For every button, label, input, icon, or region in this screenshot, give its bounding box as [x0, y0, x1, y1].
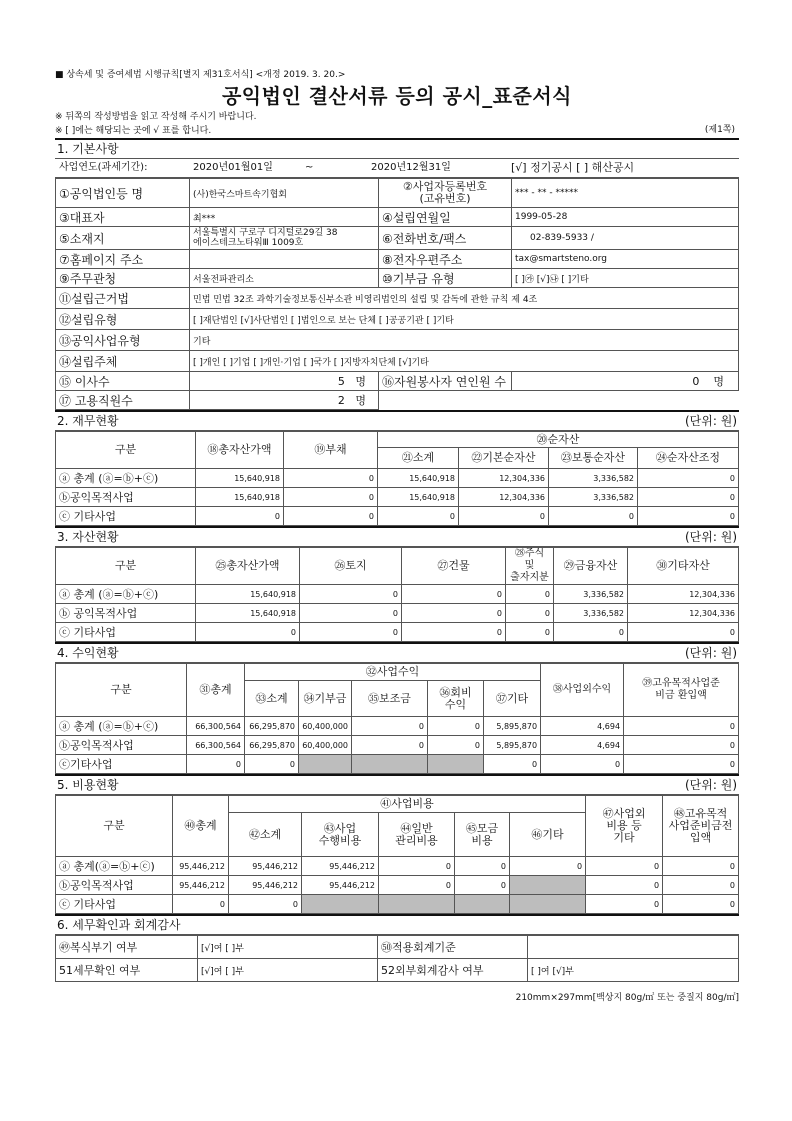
row-label: ⓑ 공익목적사업 [56, 604, 196, 623]
cell-value: 0 [379, 876, 455, 895]
cell-value: 95,446,212 [302, 857, 379, 876]
establish-date-label: ④설립연월일 [379, 208, 512, 227]
expense-col-total: ㊵총계 [173, 796, 229, 857]
phone-fax-label: ⑥전화번호/팩스 [379, 227, 512, 250]
assets-col-gubun: 구분 [56, 548, 196, 585]
biz-reg-no-label: ②사업자등록번호 (고유번호) [379, 179, 512, 208]
table-row [56, 755, 739, 774]
revenue-col-subsidy: ㉟보조금 [352, 681, 428, 717]
expense-col-reserve: ㊽고유목적 사업준비금전 입액 [663, 796, 739, 857]
disclosure-type: [√] 정기공시 [ ] 해산공시 [511, 161, 635, 174]
cell-value: 15,640,918 [378, 488, 459, 507]
assets-col-stocks: ㉘주식 및 출자지분 [506, 548, 554, 585]
cell-value: 0 [455, 857, 510, 876]
tax-confirm-label: 51세무확인 여부 [56, 959, 198, 982]
cell-value: 95,446,212 [229, 876, 302, 895]
cell-value: 0 [459, 507, 549, 526]
section-assets-title: 3. 자산현황 (단위: 원) [55, 526, 739, 547]
cell-value: 4,694 [541, 736, 624, 755]
expense-table [55, 795, 739, 914]
staff-label: ⑰ 고용직원수 [56, 391, 190, 410]
cell-value: 0 [484, 755, 541, 774]
cell-value: 15,640,918 [196, 585, 300, 604]
expense-col-gubun: 구분 [56, 796, 173, 857]
double-entry-value: [√]여 [ ]부 [198, 936, 378, 959]
cell-value: 95,446,212 [229, 857, 302, 876]
cell-value: 66,300,564 [187, 717, 245, 736]
cell-value: 95,446,212 [302, 876, 379, 895]
row-label: ⓒ 기타사업 [56, 507, 196, 526]
blank-cell [379, 391, 739, 410]
finance-col-basic: ㉒기본순자산 [459, 448, 549, 469]
directors-label: ⑮ 이사수 [56, 372, 190, 391]
cell-value: 0 [428, 717, 484, 736]
shaded-cell [455, 895, 510, 914]
period-start: 2020년01월01일 [193, 162, 273, 173]
regulation-note: ■ 상속세 및 증여세법 시행규칙[별지 제31호서식] <개정 2019. 3. 20.> [55, 70, 346, 80]
legal-basis-value: 민법 민법 32조 과학기술정보통신부소관 비영리법인의 설립 및 감독에 관한 규칙 제 4조 [190, 288, 739, 309]
expense-col-admin: ㊹일반 관리비용 [379, 813, 455, 857]
cell-value: 12,304,336 [459, 469, 549, 488]
assets-col-other: ㉚기타자산 [628, 548, 739, 585]
establish-type-value: [ ]재단법인 [√]사단법인 [ ]법인으로 보는 단체 [ ]공공기관 [ ]기타 [190, 309, 739, 330]
legal-basis-label: ⑪설립근거법 [56, 288, 190, 309]
homepage-value [190, 250, 379, 269]
accounting-standard-label: ㊿적용회계기준 [378, 936, 528, 959]
external-audit-label: 52외부회계감사 여부 [378, 959, 528, 982]
row-label: ⓑ공익목적사업 [56, 736, 187, 755]
table-row [56, 736, 739, 755]
authority-label: ⑨주무관청 [56, 269, 190, 288]
section-audit-title: 6. 세무확인과 회계감사 [55, 914, 739, 935]
assets-col-financial: ㉙금융자산 [554, 548, 628, 585]
founder-value: [ ]개인 [ ]기업 [ ]개인·기업 [ ]국가 [ ]지방자치단체 [√]기타 [190, 351, 739, 372]
section-revenue-title: 4. 수익현황 (단위: 원) [55, 642, 739, 663]
representative-label: ③대표자 [56, 208, 190, 227]
cell-value: 4,694 [541, 717, 624, 736]
finance-col-normal: ㉓보통순자산 [549, 448, 638, 469]
cell-value: 0 [300, 585, 402, 604]
volunteers-label: ⑯자원봉사자 연인원 수 [379, 372, 512, 391]
cell-value: 0 [663, 876, 739, 895]
revenue-col-subtotal: ㉝소계 [245, 681, 299, 717]
cell-value: 0 [352, 736, 428, 755]
public-biz-type-value: 기타 [190, 330, 739, 351]
instruction-notes [55, 110, 739, 138]
cell-value: 0 [229, 895, 302, 914]
table-row [56, 585, 739, 604]
cell-value: 0 [554, 623, 628, 642]
assets-col-total: ㉕총자산가액 [196, 548, 300, 585]
disclosure-form [55, 68, 739, 1003]
table-row [56, 876, 739, 895]
biz-reg-no-value: *** - ** - ***** [512, 179, 739, 208]
email-value: tax@smartsteno.org [512, 250, 739, 269]
section-finance-title: 2. 재무현황 (단위: 원) [55, 410, 739, 431]
finance-col-total-assets: ⑱총자산가액 [196, 432, 284, 469]
revenue-col-business: ㉜사업수익 [245, 664, 541, 681]
cell-value: 12,304,336 [628, 604, 739, 623]
cell-value: 66,295,870 [245, 717, 299, 736]
cell-value: 95,446,212 [173, 876, 229, 895]
shaded-cell [352, 755, 428, 774]
cell-value: 3,336,582 [554, 604, 628, 623]
shaded-cell [299, 755, 352, 774]
tax-confirm-value: [√]여 [ ]부 [198, 959, 378, 982]
row-label: ⓐ 총계 (ⓐ=ⓑ+ⓒ) [56, 717, 187, 736]
cell-value: 0 [300, 604, 402, 623]
finance-col-net-assets: ⑳순자산 [378, 432, 739, 448]
email-label: ⑧전자우편주소 [379, 250, 512, 269]
cell-value: 5,895,870 [484, 717, 541, 736]
expense-col-business: ㊶사업비용 [229, 796, 586, 813]
cell-value: 0 [624, 717, 739, 736]
cell-value: 3,336,582 [549, 469, 638, 488]
cell-value: 12,304,336 [628, 585, 739, 604]
row-label: ⓑ공익목적사업 [56, 876, 173, 895]
assets-col-land: ㉖토지 [300, 548, 402, 585]
external-audit-value: [ ]여 [√]부 [528, 959, 739, 982]
finance-table [55, 431, 739, 526]
cell-value: 0 [628, 623, 739, 642]
address-label: ⑤소재지 [56, 227, 190, 250]
row-label: ⓐ 총계 (ⓐ=ⓑ+ⓒ) [56, 469, 196, 488]
cell-value: 0 [284, 488, 378, 507]
cell-value: 0 [402, 623, 506, 642]
cell-value: 0 [402, 585, 506, 604]
cell-value: 12,304,336 [459, 488, 549, 507]
cell-value: 3,336,582 [549, 488, 638, 507]
staff-value: 2 명 [190, 391, 379, 410]
cell-value: 0 [173, 895, 229, 914]
note-1: ※ 뒤쪽의 작성방법을 읽고 작성해 주시기 바랍니다. [55, 112, 257, 122]
cell-value: 15,640,918 [196, 469, 284, 488]
public-biz-type-label: ⑬공익사업유형 [56, 330, 190, 351]
cell-value: 0 [638, 507, 739, 526]
audit-table [55, 935, 739, 982]
address-line-2: 에이스테크노타워Ⅲ 1009호 [193, 238, 304, 248]
expense-col-fundraising: ㊺모금 비용 [455, 813, 510, 857]
row-label: ⓒ 기타사업 [56, 895, 173, 914]
cell-value: 15,640,918 [196, 604, 300, 623]
finance-col-liabilities: ⑲부채 [284, 432, 378, 469]
cell-value: 0 [586, 876, 663, 895]
row-label: ⓒ 기타사업 [56, 623, 196, 642]
row-label: ⓑ공익목적사업 [56, 488, 196, 507]
cell-value: 0 [402, 604, 506, 623]
cell-value: 0 [187, 755, 245, 774]
directors-value: 5 명 [190, 372, 379, 391]
cell-value: 0 [428, 736, 484, 755]
table-row [56, 857, 739, 876]
expense-col-execution: ㊸사업 수행비용 [302, 813, 379, 857]
row-label: ⓒ기타사업 [56, 755, 187, 774]
cell-value: 15,640,918 [378, 469, 459, 488]
cell-value: 15,640,918 [196, 488, 284, 507]
establish-type-label: ⑫설립유형 [56, 309, 190, 330]
cell-value: 0 [284, 507, 378, 526]
cell-value: 0 [378, 507, 459, 526]
fiscal-period-row [55, 159, 739, 178]
table-row [56, 717, 739, 736]
table-row [56, 469, 739, 488]
finance-col-gubun: 구분 [56, 432, 196, 469]
cell-value: 0 [506, 604, 554, 623]
cell-value: 60,400,000 [299, 717, 352, 736]
representative-value: 최*** [190, 208, 379, 227]
authority-value: 서울전파관리소 [190, 269, 379, 288]
cell-value: 0 [638, 488, 739, 507]
table-row [56, 488, 739, 507]
accounting-standard-value [528, 936, 739, 959]
cell-value: 3,336,582 [554, 585, 628, 604]
cell-value: 5,895,870 [484, 736, 541, 755]
expense-col-nonbusiness: ㊼사업외 비용 등 기타 [586, 796, 663, 857]
cell-value: 0 [245, 755, 299, 774]
shaded-cell [379, 895, 455, 914]
basic-info-table [55, 178, 739, 410]
cell-value: 0 [586, 857, 663, 876]
page-number: (제1쪽) [704, 125, 735, 135]
cell-value: 66,300,564 [187, 736, 245, 755]
revenue-col-gubun: 구분 [56, 664, 187, 717]
cell-value: 0 [352, 717, 428, 736]
cell-value: 0 [455, 876, 510, 895]
revenue-col-nonbusiness: ㊳사업외수익 [541, 664, 624, 717]
donation-type-value: [ ]㉮ [√]㉯ [ ]기타 [512, 269, 739, 288]
cell-value: 95,446,212 [173, 857, 229, 876]
section-expense-title: 5. 비용현황 (단위: 원) [55, 774, 739, 795]
shaded-cell [510, 876, 586, 895]
volunteers-value: 0 명 [512, 372, 739, 391]
revenue-table [55, 663, 739, 774]
cell-value: 0 [663, 895, 739, 914]
table-row [56, 604, 739, 623]
cell-value: 0 [284, 469, 378, 488]
form-title: 공익법인 결산서류 등의 공시_표준서식 [221, 84, 572, 108]
double-entry-label: ㊾복식부기 여부 [56, 936, 198, 959]
cell-value: 0 [624, 755, 739, 774]
cell-value: 0 [379, 857, 455, 876]
period-end: 2020년12월31일 [371, 162, 451, 173]
revenue-col-other: ㊲기타 [484, 681, 541, 717]
row-label: ⓐ 총계 (ⓐ=ⓑ+ⓒ) [56, 585, 196, 604]
cell-value: 0 [196, 507, 284, 526]
expense-col-other: ㊻기타 [510, 813, 586, 857]
table-row [56, 623, 739, 642]
cell-value: 66,295,870 [245, 736, 299, 755]
revenue-col-fee: ㊱회비 수익 [428, 681, 484, 717]
founder-label: ⑭설립주체 [56, 351, 190, 372]
note-2: ※ [ ]에는 해당되는 곳에 √ 표를 합니다. [55, 126, 212, 136]
establish-date-value: 1999-05-28 [512, 208, 739, 227]
shaded-cell [302, 895, 379, 914]
row-label: ⓐ 총계(ⓐ=ⓑ+ⓒ) [56, 857, 173, 876]
assets-table [55, 547, 739, 642]
donation-type-label: ⑩기부금 유형 [379, 269, 512, 288]
shaded-cell [428, 755, 484, 774]
shaded-cell [510, 895, 586, 914]
finance-col-adjust: ㉔순자산조정 [638, 448, 739, 469]
paper-spec-footer: 210mm×297mm[백상지 80g/㎡ 또는 중질지 80g/㎡] [515, 993, 739, 1003]
homepage-label: ⑦홈페이지 주소 [56, 250, 190, 269]
address-value [190, 227, 379, 250]
cell-value: 0 [549, 507, 638, 526]
revenue-col-reserve-return: ㊴고유목적사업준 비금 환입액 [624, 664, 739, 717]
cell-value: 0 [300, 623, 402, 642]
address-line-1: 서울특별시 구로구 디지털로29길 38 [193, 228, 338, 238]
corp-name-label: ①공익법인등 명 [56, 179, 190, 208]
cell-value: 0 [506, 585, 554, 604]
expense-col-subtotal: ㊷소계 [229, 813, 302, 857]
section-basic-info-title: 1. 기본사항 [55, 138, 739, 159]
corp-name-value: (사)한국스마트속기협회 [190, 179, 379, 208]
cell-value: 60,400,000 [299, 736, 352, 755]
cell-value: 0 [196, 623, 300, 642]
table-row [56, 895, 739, 914]
finance-col-subtotal: ㉑소계 [378, 448, 459, 469]
cell-value: 0 [506, 623, 554, 642]
cell-value: 0 [663, 857, 739, 876]
period-label: 사업연도(과세기간): [59, 162, 148, 173]
table-row [56, 507, 739, 526]
cell-value: 0 [638, 469, 739, 488]
revenue-col-total: ㉛총계 [187, 664, 245, 717]
assets-col-building: ㉗건물 [402, 548, 506, 585]
phone-fax-value: 02-839-5933 / [512, 227, 739, 250]
cell-value: 0 [624, 736, 739, 755]
cell-value: 0 [541, 755, 624, 774]
cell-value: 0 [510, 857, 586, 876]
period-tilde: ~ [305, 162, 314, 173]
revenue-col-donation: ㉞기부금 [299, 681, 352, 717]
cell-value: 0 [586, 895, 663, 914]
